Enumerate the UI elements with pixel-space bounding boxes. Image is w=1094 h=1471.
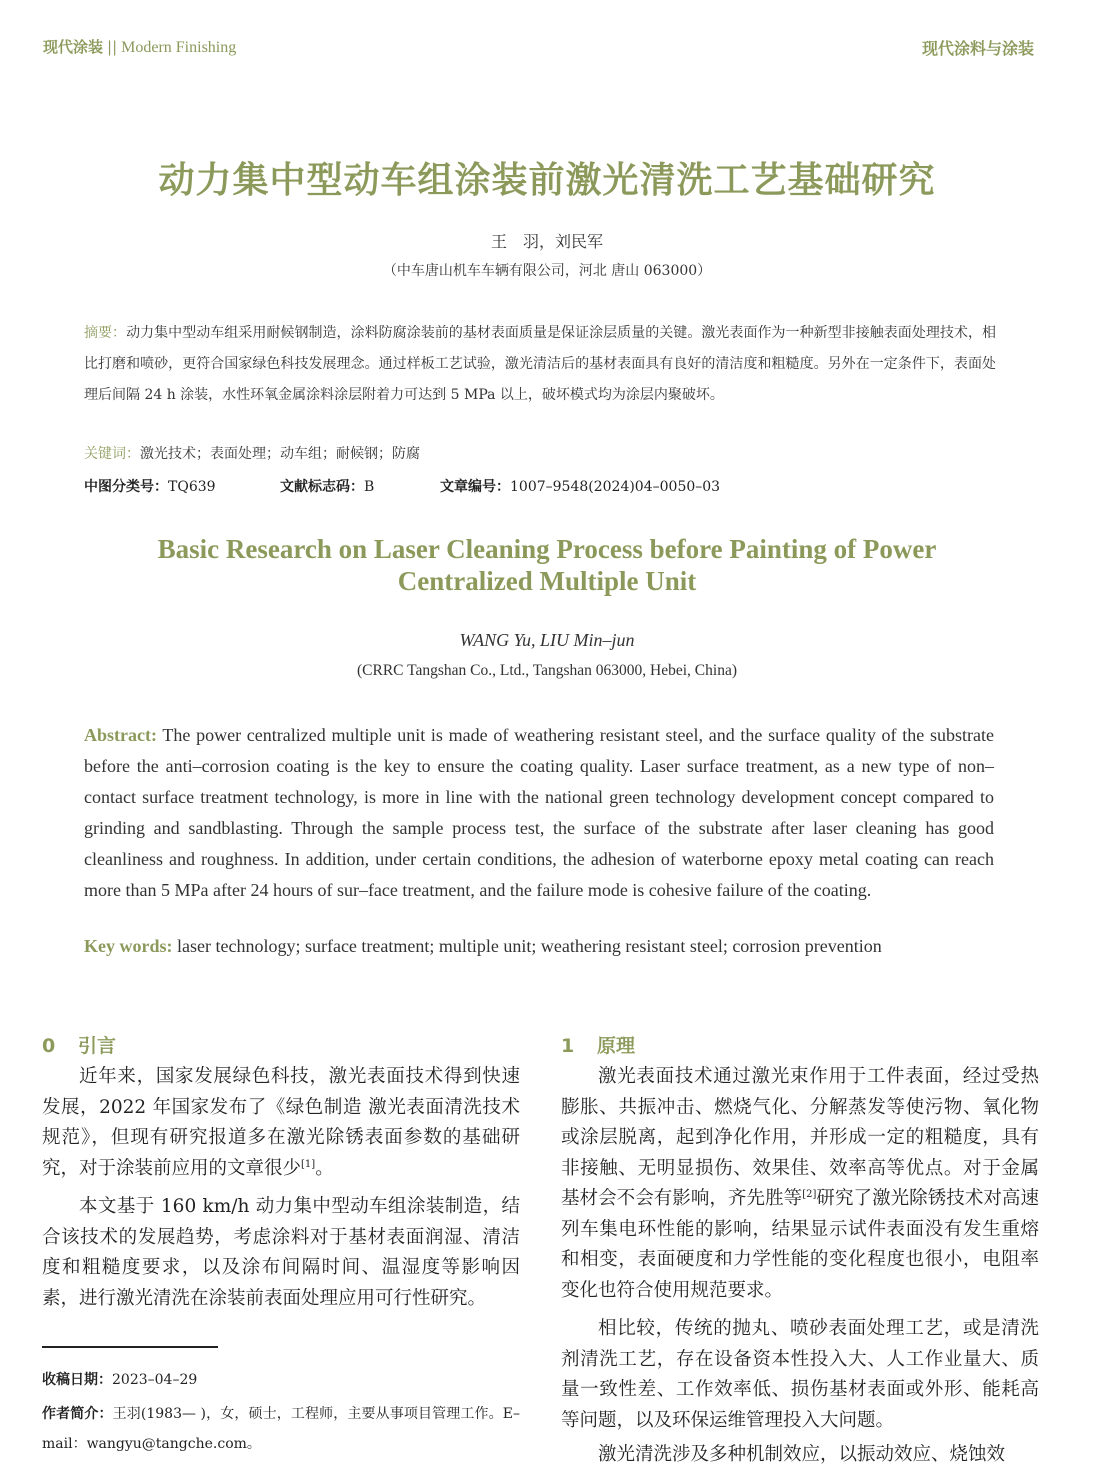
keywords-cn-label: 关键词：	[84, 446, 140, 462]
author-info-value: 王羽(1983— )，女，硕士，工程师，主要从事项目管理工作。E–mail：wangyu@tangche.com。	[42, 1406, 520, 1452]
doc-code-label: 文献标志码：	[280, 479, 364, 495]
paper-title-cn: 动力集中型动车组涂装前激光清洗工艺基础研究	[158, 160, 936, 201]
article-number	[440, 476, 720, 496]
header-separator: ||	[107, 38, 118, 56]
article-number-label: 文章编号：	[440, 479, 510, 495]
received-label: 收稿日期：	[42, 1372, 112, 1388]
affiliation-en: (CRRC Tangshan Co., Ltd., Tangshan 063000, Hebei, China)	[357, 662, 737, 679]
document-code	[280, 476, 440, 496]
section-title: 原理	[597, 1035, 636, 1057]
section-number: 0	[42, 1035, 56, 1057]
author-info-label: 作者简介：	[42, 1406, 113, 1422]
body-column-left	[42, 1030, 520, 1314]
principle-paragraph-1-text: 激光表面技术通过激光束作用于工件表面，经过受热膨胀、共振冲击、燃烧气化、分解蒸发等使污物、氧化物或涂层脱离，起到净化作用，并形成一定的粗糙度，具有非接触、无明显损伤、效果佳、效率高等优点。对于金属基材会不会有影响，齐先胜等	[561, 1066, 1039, 1209]
clc-value: TQ639	[168, 479, 216, 495]
section-number: 1	[561, 1035, 575, 1057]
footnote-divider	[42, 1346, 218, 1348]
abstract-cn-text: 动力集中型动车组采用耐候钢制造，涂料防腐涂装前的基材表面质量是保证涂层质量的关键。激光表面作为一种新型非接触表面处理技术，相比打磨和喷砂，更符合国家绿色科技发展理念。通过样板工艺试验，激光清洁后的基材表面具有良好的清洁度和粗糙度。另外在一定条件下，表面处理后间隔 24 h 涂装，水性环氧金属涂料涂层附着力可达到 5 MPa 以上，破坏模式均为涂层内聚破坏。	[84, 325, 996, 403]
received-value: 2023–04–29	[112, 1372, 198, 1388]
abstract-cn-label: 摘要：	[84, 325, 127, 341]
intro-paragraph-1	[42, 1062, 520, 1184]
principle-paragraph-1	[561, 1062, 1039, 1306]
citation-ref: [2]	[802, 1188, 817, 1200]
article-number-value: 1007–9548(2024)04–0050–03	[510, 479, 721, 495]
abstract-en	[84, 720, 994, 906]
running-header-section: 现代涂料与涂装	[921, 39, 1034, 58]
journal-name-cn: 现代涂装	[43, 38, 104, 56]
citation-ref: [1]	[301, 1158, 316, 1170]
keywords-en-text: laser technology; surface treatment; multiple unit; weathering resistant steel; corrosion prevention	[177, 936, 882, 956]
intro-paragraph-1-end: 。	[315, 1157, 334, 1179]
principle-paragraph-2: 相比较，传统的抛丸、喷砂表面处理工艺，或是清洗剂清洗工艺，存在设备资本性投入大、人工作业量大、质量一致性差、工作效率低、损伤基材表面或外形、能耗高等问题，以及环保运维管理投入大问题。	[561, 1318, 1039, 1431]
authors-cn: 王 羽，刘民军	[490, 232, 603, 251]
running-header-left	[43, 36, 236, 57]
footnote-received	[42, 1369, 197, 1389]
clc-number	[84, 476, 280, 496]
footnote-author	[42, 1399, 520, 1459]
affiliation-cn: （中车唐山机车车辆有限公司，河北 唐山 063000）	[382, 263, 712, 279]
intro-paragraph-2: 本文基于 160 km/h 动力集中型动车组涂装制造，结合该技术的发展趋势，考虑涂料对于基材表面润湿、清洁度和粗糙度要求，以及涂布间隔时间、温湿度等影响因素，进行激光清洗在涂装前表面处理应用可行性研究。	[42, 1196, 520, 1309]
section-heading-principle	[561, 1030, 1039, 1062]
keywords-en-label: Key words:	[84, 936, 173, 956]
keywords-cn-text: 激光技术；表面处理；动车组；耐候钢；防腐	[140, 446, 420, 462]
section-heading-introduction	[42, 1030, 520, 1062]
clc-label: 中图分类号：	[84, 479, 168, 495]
paper-title-en: Basic Research on Laser Cleaning Process before Painting of Power Centralized Multiple Unit	[157, 534, 937, 596]
body-column-right	[561, 1030, 1039, 1471]
keywords-en	[84, 936, 1004, 957]
abstract-en-label: Abstract:	[84, 725, 157, 745]
abstract-cn	[84, 318, 996, 411]
keywords-cn	[84, 443, 996, 463]
classification-line	[84, 476, 720, 496]
principle-paragraph-3: 激光清洗涉及多种机制效应，以振动效应、烧蚀效	[598, 1444, 1006, 1465]
abstract-en-text: The power centralized multiple unit is made of weathering resistant steel, and the surface quality of the substrate before the anti–corrosion coating is the key to ensure the coating quality. Laser surface treatment, as a new type of non–contact surface treatment technology, is more in line with the national green technology development concept compared to grinding and sandblasting. Through the sample process test, the surface of the substrate after laser cleaning has good cleanliness and roughness. In addition, under certain conditions, the adhesion of waterborne epoxy metal coating can reach more than 5 MPa after 24 hours of sur–face treatment, and the failure mode is cohesive failure of the coating.	[84, 725, 994, 900]
doc-code-value: B	[364, 479, 375, 495]
section-title: 引言	[78, 1035, 117, 1057]
intro-paragraph-1-text: 近年来，国家发展绿色科技，激光表面技术得到快速发展，2022 年国家发布了《绿色制造 激光表面清洗技术规范》，但现有研究报道多在激光除锈表面参数的基础研究，对于涂装前应用的文章很少	[42, 1066, 520, 1179]
principle-paragraph-1-text-cont: 研究了激光除锈技术对高速列车集电环性能的影响，结果显示试件表面没有发生重熔和相变，表面硬度和力学性能的变化程度也很小，电阻率变化也符合使用规范要求。	[561, 1188, 1039, 1301]
journal-name-en: Modern Finishing	[121, 39, 237, 56]
authors-en: WANG Yu, LIU Min–jun	[459, 630, 635, 650]
